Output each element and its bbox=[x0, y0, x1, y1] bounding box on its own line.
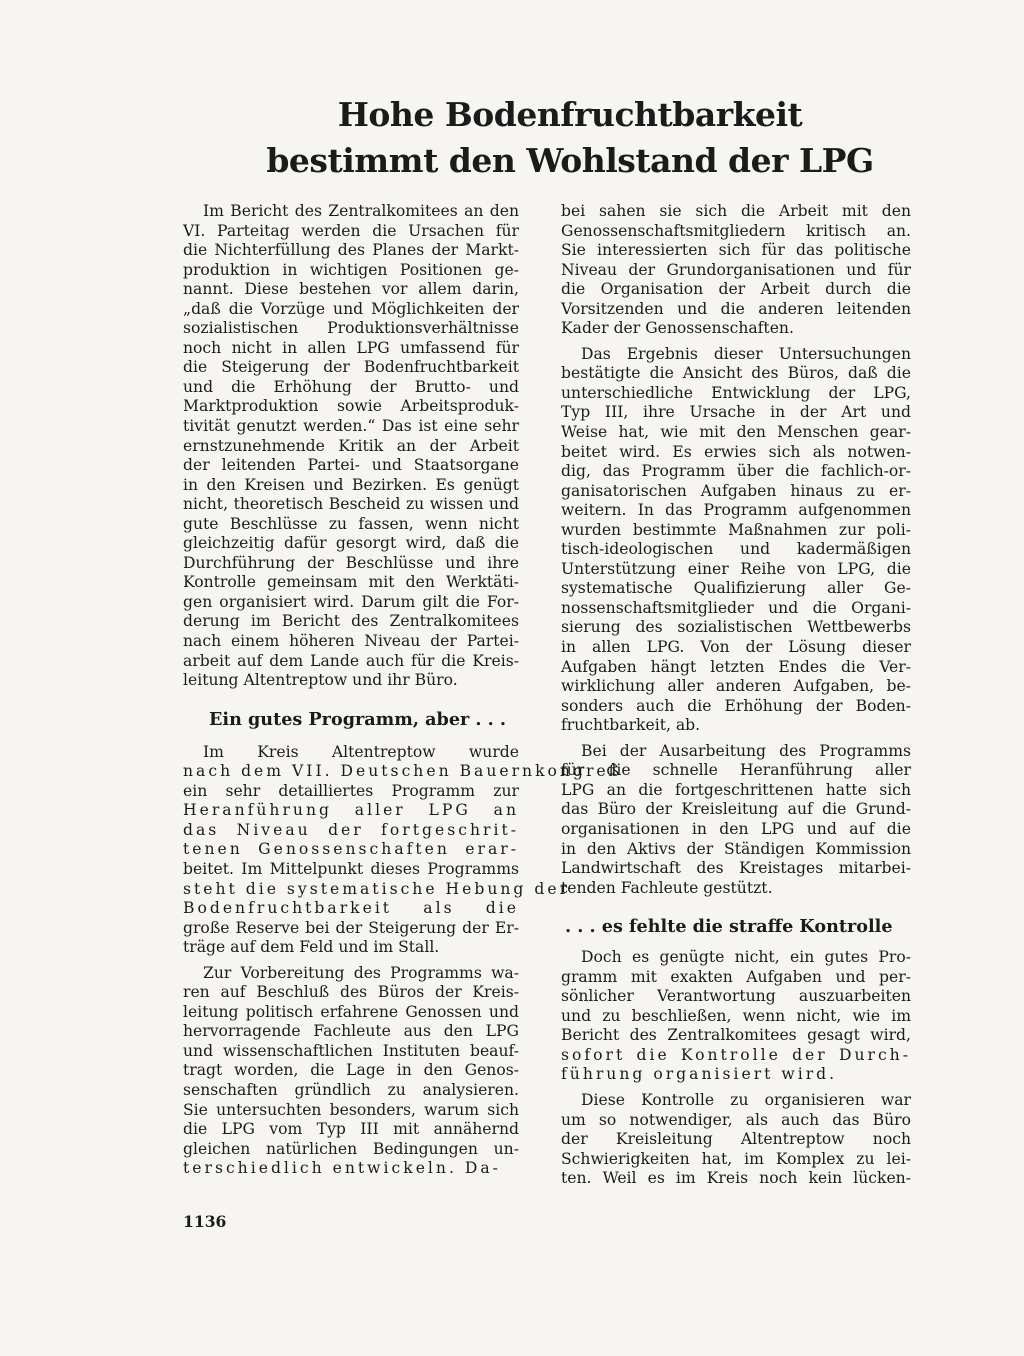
text-line: systematische Qualifizierung aller Ge- bbox=[561, 579, 911, 598]
text-line: Bei der Ausarbeitung des Programms bbox=[581, 741, 911, 760]
text-line: nossenschaftsmitglieder und die Organi- bbox=[561, 598, 911, 617]
text-line: Heranführung aller LPG an bbox=[183, 801, 519, 820]
text-line: Marktproduktion sowie Arbeitsproduk- bbox=[183, 397, 519, 416]
text-line: in allen LPG. Von der Lösung dieser bbox=[561, 638, 911, 657]
text-line: LPG an die fortgeschrittenen hatte sich bbox=[561, 780, 911, 799]
text-line: Zur Vorbereitung des Programms wa- bbox=[203, 963, 519, 982]
text-line: Kontrolle gemeinsam mit den Werktäti- bbox=[183, 573, 519, 592]
text-line: Durchführung der Beschlüsse und ihre bbox=[183, 553, 519, 572]
text-line: Vorsitzenden und die anderen leitenden bbox=[561, 299, 911, 318]
text-line: und die Erhöhung der Brutto- und bbox=[183, 377, 519, 396]
text-line: Typ III, ihre Ursache in der Art und bbox=[561, 403, 911, 422]
section-heading-programm: Ein gutes Programm, aber . . . bbox=[209, 708, 507, 730]
text-line: leitung politisch erfahrene Genossen und bbox=[183, 1002, 519, 1021]
text-line: ganisatorischen Aufgaben hinaus zu er- bbox=[561, 481, 911, 500]
text-line: senschaften gründlich zu analysieren. bbox=[183, 1080, 519, 1099]
text-line: fruchtbarkeit, ab. bbox=[561, 716, 701, 735]
text-line: „daß die Vorzüge und Möglichkeiten der bbox=[183, 299, 519, 318]
text-line: um so notwendiger, als auch das Büro bbox=[561, 1110, 911, 1129]
title-line-1: Hohe Bodenfruchtbarkeit bbox=[337, 95, 803, 134]
right-paragraph-1 bbox=[561, 202, 911, 339]
text-line: sonders auch die Erhöhung der Boden- bbox=[561, 696, 911, 715]
text-line: gleichen natürlichen Bedingungen un- bbox=[183, 1139, 519, 1158]
text-line: tisch-ideologischen und kadermäßigen bbox=[561, 540, 911, 559]
text-line: die LPG vom Typ III mit annähernd bbox=[183, 1120, 519, 1139]
text-line: Bericht des Zentralkomitees gesagt wird, bbox=[561, 1026, 911, 1045]
left-column bbox=[183, 202, 623, 1179]
right-column bbox=[561, 202, 911, 1189]
text-line: das Niveau der fortgeschrit- bbox=[183, 820, 519, 839]
text-line: große Reserve bei der Steigerung der Er- bbox=[183, 918, 519, 937]
text-line: weitern. In das Programm aufgenommen bbox=[561, 501, 911, 520]
text-line: sozialistischen Produktionsverhältnisse bbox=[183, 319, 519, 338]
right-paragraph-5 bbox=[561, 1091, 911, 1189]
text-line: sierung des sozialistischen Wettbewerbs bbox=[561, 618, 911, 637]
right-paragraph-2 bbox=[561, 345, 911, 736]
text-line: wirklichung aller anderen Aufgaben, be- bbox=[561, 677, 911, 696]
text-line: nannt. Diese bestehen vor allem darin, bbox=[183, 280, 519, 299]
text-line: die Organisation der Arbeit durch die bbox=[561, 280, 911, 299]
text-line: arbeit auf dem Lande auch für die Kreis- bbox=[183, 651, 519, 670]
text-line: tenden Fachleute gestützt. bbox=[561, 878, 773, 897]
text-line: Aufgaben hängt letzten Endes die Ver- bbox=[561, 657, 911, 676]
text-line: gute Beschlüsse zu fassen, wenn nicht bbox=[183, 514, 519, 533]
page-number: 1136 bbox=[183, 1212, 227, 1231]
text-line: Bodenfruchtbarkeit als die bbox=[183, 899, 519, 918]
text-line: Niveau der Grundorganisationen und für bbox=[561, 260, 911, 279]
text-line: organisationen in den LPG und auf die bbox=[561, 819, 911, 838]
text-line: Genossenschaftsmitgliedern kritisch an. bbox=[561, 221, 911, 240]
text-line: für die schnelle Heranführung aller bbox=[561, 761, 911, 780]
text-line: Sie untersuchten besonders, warum sich bbox=[183, 1100, 519, 1119]
text-line: in den Aktivs der Ständigen Kommission bbox=[561, 839, 911, 858]
text-line: produktion in wichtigen Positionen ge- bbox=[183, 260, 519, 279]
text-line: und wissenschaftlichen Instituten beauf- bbox=[183, 1041, 519, 1060]
text-line: in den Kreisen und Bezirken. Es genügt bbox=[183, 475, 519, 494]
article-title bbox=[200, 92, 940, 184]
text-line: gen organisiert wird. Darum gilt die For- bbox=[183, 592, 519, 611]
title-line-2: bestimmt den Wohlstand der LPG bbox=[266, 141, 874, 180]
text-line: Unterstützung einer Reihe von LPG, die bbox=[561, 559, 911, 578]
right-paragraph-4 bbox=[561, 948, 911, 1085]
text-line: Schwierigkeiten hat, im Komplex zu lei- bbox=[561, 1149, 911, 1168]
text-line: tenen Genossenschaften erar- bbox=[183, 840, 519, 859]
text-line: dig, das Programm über die fachlich-or- bbox=[561, 462, 911, 481]
text-line: die Steigerung der Bodenfruchtbarkeit bbox=[183, 358, 519, 377]
text-line: gramm mit exakten Aufgaben und per- bbox=[561, 967, 911, 986]
text-line: derung im Bericht des Zentralkomitees bbox=[183, 612, 519, 631]
text-line: Doch es genügte nicht, ein gutes Pro- bbox=[581, 948, 911, 967]
text-line: Das Ergebnis dieser Untersuchungen bbox=[581, 344, 911, 363]
text-line: ein sehr detailliertes Programm zur bbox=[183, 781, 519, 800]
text-line: nach dem VII. Deutschen Bauernkongreß bbox=[183, 762, 623, 781]
text-line: ten. Weil es im Kreis noch kein lücken- bbox=[561, 1169, 911, 1188]
text-line: und zu beschließen, wenn nicht, wie im bbox=[561, 1006, 911, 1025]
text-line: Diese Kontrolle zu organisieren war bbox=[581, 1090, 911, 1109]
text-line: beitet wird. Es erwies sich als notwen- bbox=[561, 442, 911, 461]
text-line: führung organisiert wird. bbox=[561, 1065, 838, 1084]
right-paragraph-3 bbox=[561, 742, 911, 898]
text-line: VI. Parteitag werden die Ursachen für bbox=[183, 221, 519, 240]
left-paragraph-2 bbox=[183, 742, 623, 958]
text-line: der leitenden Partei- und Staatsorgane bbox=[183, 456, 519, 475]
text-line: gleichzeitig dafür gesorgt wird, daß die bbox=[183, 534, 519, 553]
text-line: nicht, theoretisch Bescheid zu wissen und bbox=[183, 495, 519, 514]
text-line: tragt worden, die Lage in den Genos- bbox=[183, 1061, 519, 1080]
left-paragraph-1 bbox=[183, 202, 519, 691]
text-line: unterschiedliche Entwicklung der LPG, bbox=[561, 383, 911, 402]
text-line: noch nicht in allen LPG umfassend für bbox=[183, 338, 519, 357]
text-line: bei sahen sie sich die Arbeit mit den bbox=[561, 202, 911, 220]
text-line: hervorragende Fachleute aus den LPG bbox=[183, 1022, 519, 1041]
text-line: das Büro der Kreisleitung auf die Grund- bbox=[561, 800, 911, 819]
text-line: sofort die Kontrolle der Durch- bbox=[561, 1045, 911, 1064]
text-line: ernstzunehmende Kritik an der Arbeit bbox=[183, 436, 519, 455]
text-line: Weise hat, wie mit den Menschen gear- bbox=[561, 423, 911, 442]
section-heading-kontrolle: . . . es fehlte die straffe Kontrolle bbox=[565, 916, 893, 938]
text-line: Sie interessierten sich für das politische bbox=[561, 241, 911, 260]
text-line: Im Kreis Altentreptow wurde bbox=[203, 742, 519, 761]
text-line: ren auf Beschluß des Büros der Kreis- bbox=[183, 983, 519, 1002]
text-line: terschiedlich entwickeln. Da- bbox=[183, 1159, 501, 1178]
text-line: beitet. Im Mittelpunkt dieses Programms bbox=[183, 859, 519, 878]
text-line: bestätigte die Ansicht des Büros, daß die bbox=[561, 364, 911, 383]
text-line: leitung Altentreptow und ihr Büro. bbox=[183, 671, 458, 690]
text-line: steht die systematische Hebung der bbox=[183, 879, 571, 898]
left-paragraph-3 bbox=[183, 964, 519, 1179]
text-line: Kader der Genossenschaften. bbox=[561, 319, 794, 338]
text-line: wurden bestimmte Maßnahmen zur poli- bbox=[561, 520, 911, 539]
text-line: der Kreisleitung Altentreptow noch bbox=[561, 1130, 911, 1149]
text-line: träge auf dem Feld und im Stall. bbox=[183, 938, 440, 957]
text-line: Im Bericht des Zentralkomitees an den bbox=[203, 202, 519, 220]
text-line: Landwirtschaft des Kreistages mitarbei- bbox=[561, 859, 911, 878]
text-line: die Nichterfüllung des Planes der Markt- bbox=[183, 241, 519, 260]
text-line: nach einem höheren Niveau der Partei- bbox=[183, 632, 519, 651]
text-line: tivität genutzt werden.“ Das ist eine sehr bbox=[183, 417, 519, 436]
text-line: sönlicher Verantwortung auszuarbeiten bbox=[561, 987, 911, 1006]
